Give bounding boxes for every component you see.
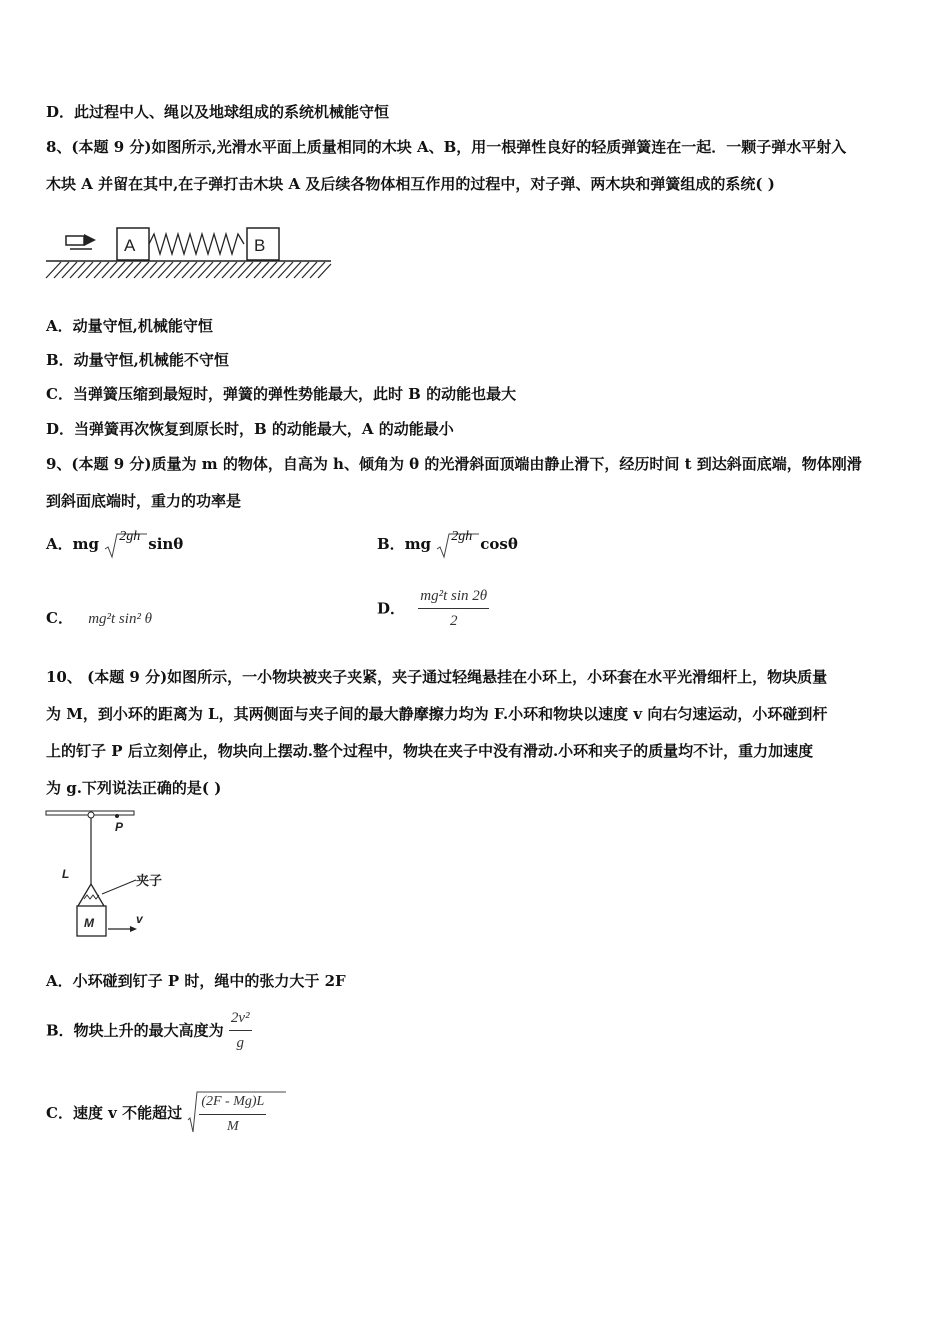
nail-label: P: [115, 820, 124, 834]
mg-text: mg: [404, 535, 432, 553]
block-a-label: A: [124, 236, 136, 255]
fraction: [229, 1008, 252, 1053]
velocity-arrowhead: [130, 926, 137, 932]
option-label: D．: [377, 599, 406, 618]
mg-text: mg: [72, 535, 100, 553]
numerator: mg²t sin 2θ: [418, 586, 489, 609]
fraction: [418, 586, 489, 631]
block-b-label: B: [254, 236, 266, 255]
q9-option-d: [377, 586, 489, 631]
sqrt-expression: [436, 525, 480, 565]
q8-option-a: A．动量守恒,机械能守恒: [46, 317, 213, 335]
length-label: L: [62, 867, 70, 881]
q10-option-c: [46, 1090, 287, 1136]
radicand: 2gh: [119, 529, 141, 544]
q8-option-c: C．当弹簧压缩到最短时，弹簧的弹性势能最大，此时 B 的动能也最大: [46, 385, 517, 403]
q8-figure-spring-blocks: [44, 222, 334, 284]
nail-dot: [115, 814, 119, 818]
q8-stem-line2: 木块 A 并留在其中,在子弹打击木块 A 及后续各物体相互作用的过程中，对子弹、两木块和弹簧组成的系统( ): [46, 175, 775, 193]
denominator: 2: [449, 613, 458, 629]
q10-option-a: A．小环碰到钉子 P 时，绳中的张力大于 2F: [46, 972, 346, 990]
q10-option-b: [46, 1008, 252, 1053]
trig-text: cosθ: [480, 535, 518, 553]
q9-option-b: [377, 524, 518, 565]
velocity-label: v: [136, 912, 143, 926]
q9-stem-line1: 9、(本题 9 分)质量为 m 的物体，自高为 h、倾角为 θ 的光滑斜面顶端由静止滑下，经历时间 t 到达斜面底端，物体刚滑: [46, 455, 862, 473]
q8-option-b: B．动量守恒,机械能不守恒: [46, 351, 229, 369]
ground-hatch: [46, 262, 331, 278]
q9-stem-line2: 到斜面底端时，重力的功率是: [46, 492, 242, 510]
denominator: M: [227, 1119, 239, 1134]
numerator: (2F - Mg)L: [199, 1092, 266, 1115]
numerator: 2v²: [229, 1008, 252, 1031]
mass-label: M: [84, 916, 94, 930]
option-label: C．速度 v 不能超过: [46, 1104, 183, 1122]
q8-option-d: D．当弹簧再次恢复到原长时，B 的动能最大，A 的动能最小: [46, 420, 454, 438]
bullet-icon: [66, 234, 96, 249]
q9-option-a: [46, 524, 183, 565]
q10-stem-line2: 为 M，到小环的距离为 L，其两侧面与夹子间的最大静摩擦力均为 F.小环和物块以速度 v 向右匀速运动，小环碰到杆: [46, 705, 828, 723]
ring: [88, 812, 94, 818]
trig-text: sinθ: [148, 535, 184, 553]
power-expression: mg²t sin² θ: [88, 611, 153, 627]
fraction: [199, 1092, 266, 1137]
sqrt-expression: [187, 1090, 287, 1136]
q10-stem-line4: 为 g.下列说法正确的是( ): [46, 779, 222, 797]
clip: [78, 884, 104, 906]
option-label: A．: [46, 535, 73, 553]
q9-option-c: [46, 608, 152, 629]
spring: [149, 234, 244, 254]
clip-label: 夹子: [136, 873, 163, 888]
q10-stem-line1: 10、 (本题 9 分)如图所示，一小物块被夹子夹紧，夹子通过轻绳悬挂在小环上，小环套在水平光滑细杆上，物块质量: [46, 668, 828, 686]
q10-stem-line3: 上的钉子 P 后立刻停止，物块向上摆动.整个过程中，物块在夹子中没有滑动.小环和夹子的质量均不计，重力加速度: [46, 742, 814, 760]
clip-spring: [84, 895, 99, 899]
denominator: g: [236, 1035, 244, 1051]
clip-leader: [102, 880, 136, 894]
option-label: B．物块上升的最大高度为: [46, 1021, 224, 1040]
option-label: C．: [46, 609, 73, 627]
q7-option-d: D．此过程中人、绳以及地球组成的系统机械能守恒: [46, 103, 390, 121]
q10-figure-clip-pendulum: [44, 808, 184, 940]
radicand: 2gh: [451, 529, 473, 544]
sqrt-expression: [104, 525, 148, 565]
q8-stem-line1: 8、(本题 9 分)如图所示,光滑水平面上质量相同的木块 A、B，用一根弹性良好的轻质弹簧连在一起．一颗子弹水平射入: [46, 138, 847, 156]
option-label: B．: [377, 535, 405, 553]
